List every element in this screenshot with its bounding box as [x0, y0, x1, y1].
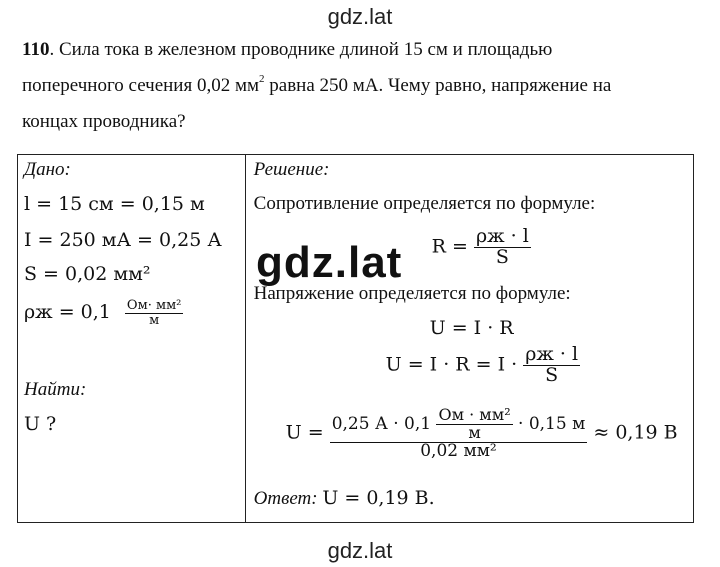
voltage-formula: U = I · R [429, 317, 514, 339]
calc-denominator: 0,02 мм² [420, 440, 497, 461]
problem-statement [22, 32, 692, 140]
problem-number: 110 [22, 39, 50, 60]
voltage-expanded-fraction [523, 345, 580, 386]
find-header: Найти: [24, 379, 87, 400]
answer-label: Ответ: [253, 488, 318, 509]
answer-value: U = 0,19 В. [322, 487, 435, 509]
problem-text-2-sup: 2 [259, 72, 265, 85]
voltage-calculation [286, 407, 678, 460]
resistivity-unit-fraction [125, 299, 183, 327]
resistance-formula [432, 227, 531, 268]
calc-num-a: 0,25 А · 0,1 [331, 413, 432, 434]
voltage-expanded-lhs: U = I · R = I · [385, 353, 518, 376]
calc-numerator [330, 407, 588, 443]
given-length: l = 15 см = 0,15 м [24, 193, 205, 215]
given-column [18, 155, 246, 523]
voltage-expanded-den: S [545, 363, 559, 386]
resistance-lhs: R = [431, 235, 468, 258]
calc-lhs: U = [285, 421, 324, 444]
problem-line-2 [22, 68, 692, 104]
calc-inner-den: м [468, 422, 481, 442]
resistivity-unit-den: м [149, 312, 160, 328]
watermark-bottom: gdz.lat [327, 538, 393, 563]
watermark-top: gdz.lat [327, 4, 393, 29]
given-header: Дано: [24, 159, 71, 180]
problem-text-1: . Сила тока в железном проводнике длиной 15 см и площадью [49, 39, 553, 60]
answer-line [254, 487, 435, 510]
problem-line-1 [22, 32, 692, 68]
resistance-fraction [474, 227, 531, 268]
resistance-den: S [495, 245, 509, 268]
find-value: U ? [24, 413, 57, 435]
calc-inner-fraction [436, 407, 512, 442]
problem-text-2b: равна 250 мА. Чему равно, напряжение на [264, 75, 612, 96]
calc-fraction [330, 407, 588, 460]
solution-header: Решение: [253, 159, 330, 180]
voltage-expanded-num: ρж · l [525, 343, 579, 365]
watermark-middle: gdz.lat [256, 238, 403, 287]
given-area: S = 0,02 мм² [24, 263, 151, 285]
calc-inner-num: Ом · мм² [438, 405, 511, 424]
given-current: I = 250 мА = 0,25 А [24, 229, 222, 251]
solution-table [17, 154, 694, 523]
resistance-num: ρж · l [475, 225, 529, 247]
problem-text-2a: поперечного сечения 0,02 мм [22, 75, 260, 96]
resistivity-lhs: ρж = 0,1 [24, 301, 111, 324]
calc-result: ≈ 0,19 В [593, 421, 678, 444]
given-resistivity [24, 299, 183, 327]
solution-column [245, 155, 693, 523]
calc-num-b: · 0,15 м [518, 413, 586, 434]
resistivity-unit-num: Ом· мм² [126, 298, 182, 313]
voltage-expanded [386, 345, 580, 386]
resistance-text: Сопротивление определяется по формуле: [253, 193, 596, 214]
voltage-text: Напряжение определяется по формуле: [253, 283, 571, 304]
problem-line-3: концах проводника? [22, 111, 186, 132]
